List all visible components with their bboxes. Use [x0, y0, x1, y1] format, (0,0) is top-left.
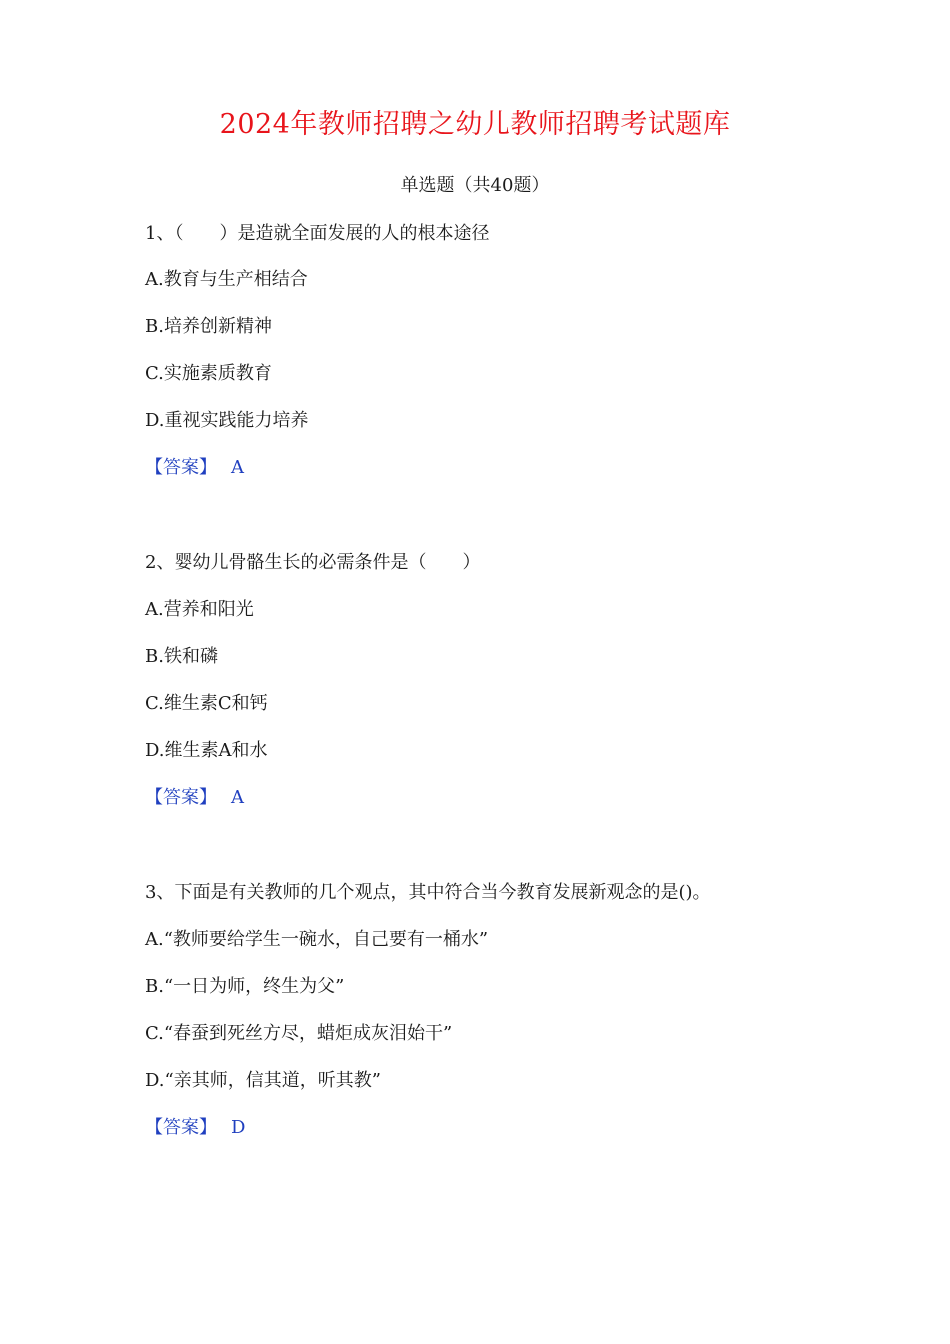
question-3-option-c: C.“春蚕到死丝方尽，蜡炬成灰泪始干”	[145, 1023, 453, 1044]
question-1-option-a: A.教育与生产相结合	[145, 269, 308, 290]
question-2-stem: 2、婴幼儿骨骼生长的必需条件是（ ）	[145, 552, 481, 573]
document-title: 2024年教师招聘之幼儿教师招聘考试题库	[219, 109, 731, 140]
question-3-stem: 3、下面是有关教师的几个观点，其中符合当今教育发展新观念的是()。	[145, 882, 711, 903]
question-3-option-d: D.“亲其师，信其道，听其教”	[145, 1070, 381, 1091]
question-2-option-d: D.维生素A和水	[145, 740, 268, 761]
question-1-option-d: D.重视实践能力培养	[145, 410, 309, 431]
answer-value: A	[231, 457, 244, 478]
question-1-option-c: C.实施素质教育	[145, 363, 272, 384]
answer-label: 【答案】	[145, 787, 217, 808]
question-1-stem: 1、（ ）是造就全面发展的人的根本途径	[145, 223, 490, 244]
question-2-option-c: C.维生素C和钙	[145, 693, 268, 714]
question-1-option-b: B.培养创新精神	[145, 316, 272, 337]
answer-value: A	[231, 787, 244, 808]
question-1-answer	[145, 456, 244, 480]
section-heading: 单选题（共40题）	[400, 175, 550, 196]
question-3-answer	[145, 1116, 245, 1140]
question-3-option-a: A.“教师要给学生一碗水，自己要有一桶水”	[145, 929, 489, 950]
answer-value: D	[231, 1117, 246, 1138]
question-2-option-a: A.营养和阳光	[145, 599, 254, 620]
question-2-option-b: B.铁和磷	[145, 646, 218, 667]
answer-label: 【答案】	[145, 457, 217, 478]
question-2-answer	[145, 786, 244, 810]
question-3-option-b: B.“一日为师，终生为父”	[145, 976, 345, 997]
answer-label: 【答案】	[145, 1117, 217, 1138]
